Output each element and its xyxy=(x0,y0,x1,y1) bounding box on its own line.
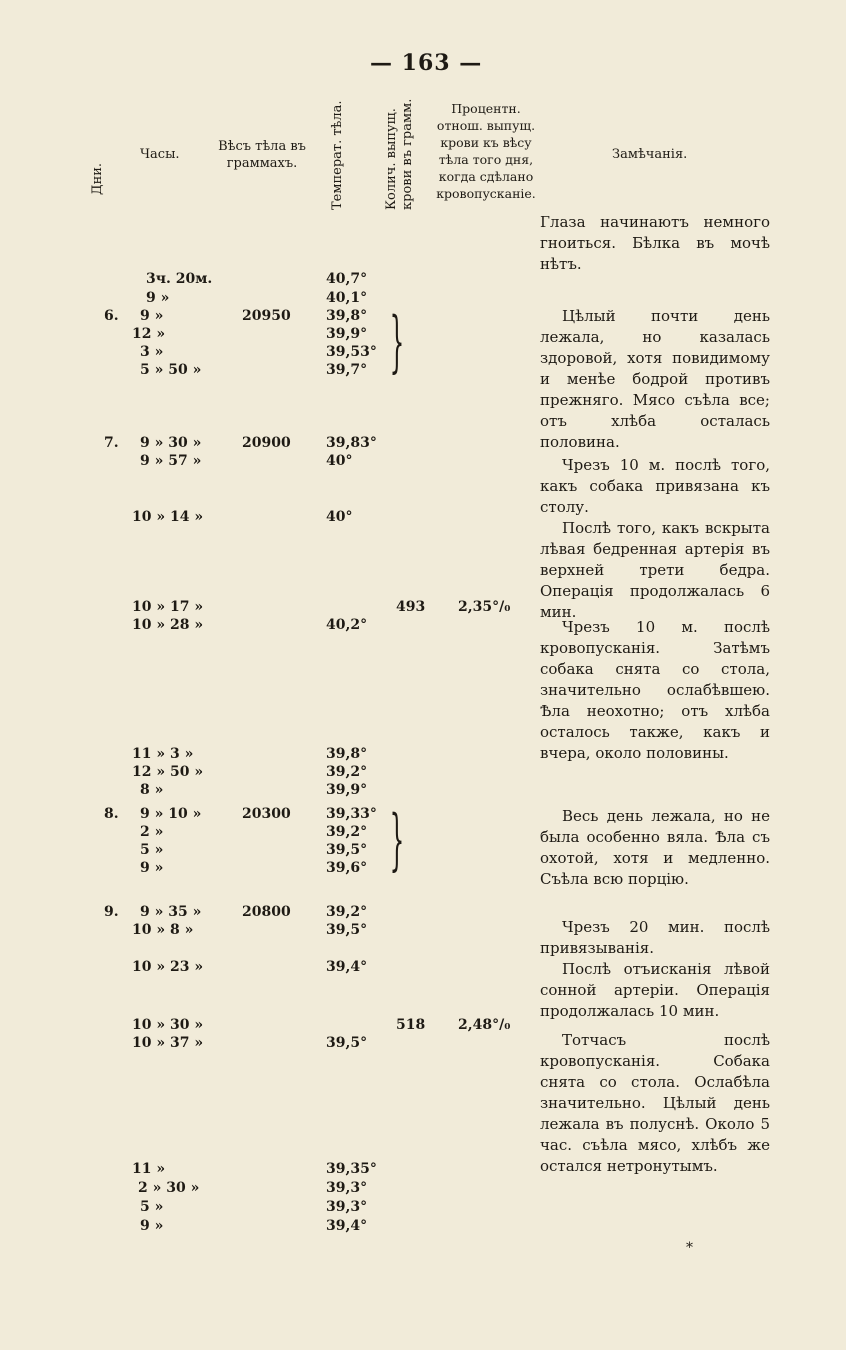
hour-cell: 10 » 28 » xyxy=(132,617,204,633)
day-cell: 9. xyxy=(104,904,119,920)
header-notes: Замѣчанія. xyxy=(612,147,688,162)
temperature-cell: 39,2° xyxy=(326,824,368,840)
hour-cell: 12 » xyxy=(132,326,166,342)
temperature-cell: 40° xyxy=(326,453,353,469)
temperature-cell: 39,8° xyxy=(326,308,368,324)
temperature-cell: 39,53° xyxy=(326,344,377,360)
note-paragraph: Послѣ отъисканія лѣвой сонной артеріи. Операція продолжалась 10 мин. xyxy=(540,960,770,1020)
temperature-cell: 39,4° xyxy=(326,1218,368,1234)
header-hour: Часы. xyxy=(140,147,180,162)
temperature-cell: 39,33° xyxy=(326,806,377,822)
weight-cell: 20800 xyxy=(242,904,291,920)
page-number: — 163 — xyxy=(370,50,483,76)
note-paragraph: Цѣлый почти день лежала, но казалась здоровой, хотя повидимому и менѣе бодрой противъ прежняго. Мясо съѣла все; отъ хлѣба осталась половина. xyxy=(540,307,770,451)
weight-cell: 20900 xyxy=(242,435,291,451)
temperature-cell: 39,5° xyxy=(326,842,368,858)
note-paragraph: Послѣ того, какъ вскрыта лѣвая бедренная артерія въ верхней трети бедра. Операція продолжалась 6 мин. xyxy=(540,519,770,621)
temperature-cell: 39,9° xyxy=(326,782,368,798)
header-weight: Вѣсъ тѣла въ граммахъ. xyxy=(218,139,306,171)
header-temperature: Температ. тѣла. xyxy=(330,100,345,210)
blood-amount-cell: 493 xyxy=(396,599,426,615)
note-paragraph: Тотчасъ послѣ кровопусканія. Собака снята со стола. Ослабѣла значительно. Цѣлый день лежала въ полуснѣ. Около 5 час. съѣла мясо, хлѣбъ же остался нетронутымъ. xyxy=(540,1031,770,1175)
percent-cell: 2,48°/₀ xyxy=(458,1017,511,1033)
note-paragraph: Чрезъ 10 м. послѣ кровопусканія. Затѣмъ собака снята со стола, значительно ослабѣвшею. Ѣла неохотно; отъ хлѣба осталось также, какъ и вчера, около половины. xyxy=(540,618,770,762)
hour-cell: 11 » 3 » xyxy=(132,746,194,762)
hour-cell: 9 » 35 » xyxy=(140,904,202,920)
temperature-cell: 39,9° xyxy=(326,326,368,342)
header-day: Дни. xyxy=(90,162,105,195)
note-paragraph: Глаза начинаютъ немного гноиться. Бѣлка въ мочѣ нѣтъ. xyxy=(540,213,770,273)
hour-cell: 9 » xyxy=(140,1218,164,1234)
hour-cell: 9 » 57 » xyxy=(140,453,202,469)
day-cell: 8. xyxy=(104,806,119,822)
temperature-cell: 39,35° xyxy=(326,1161,377,1177)
hour-cell: 3ч. 20м. xyxy=(146,271,213,287)
temperature-cell: 39,2° xyxy=(326,904,368,920)
temperature-cell: 39,4° xyxy=(326,959,368,975)
header-blood-amount-a: Колич. выпущ. xyxy=(384,108,399,210)
temperature-cell: 40° xyxy=(326,509,353,525)
percent-cell: 2,35°/₀ xyxy=(458,599,511,615)
hour-cell: 12 » 50 » xyxy=(132,764,204,780)
hour-cell: 10 » 23 » xyxy=(132,959,204,975)
hour-cell: 10 » 8 » xyxy=(132,922,194,938)
header-blood-amount-b: крови въ грамм. xyxy=(400,98,415,210)
hour-cell: 2 » 30 » xyxy=(138,1180,200,1196)
weight-cell: 20950 xyxy=(242,308,291,324)
hour-cell: 5 » 50 » xyxy=(140,362,202,378)
weight-cell: 20300 xyxy=(242,806,291,822)
temperature-cell: 40,7° xyxy=(326,271,368,287)
temperature-cell: 40,1° xyxy=(326,290,368,306)
hour-cell: 10 » 14 » xyxy=(132,509,204,525)
temperature-cell: 39,3° xyxy=(326,1199,368,1215)
hour-cell: 8 » xyxy=(140,782,164,798)
hour-cell: 11 » xyxy=(132,1161,166,1177)
header-percent: Процентн. отнош. выпущ. крови къ вѣсу тѣла того дня, когда сдѣлано кровопусканіе. xyxy=(436,101,536,201)
brace-day-8: } xyxy=(389,801,405,878)
hour-cell: 10 » 30 » xyxy=(132,1017,204,1033)
hour-cell: 9 » 10 » xyxy=(140,806,202,822)
temperature-cell: 39,83° xyxy=(326,435,377,451)
hour-cell: 10 » 17 » xyxy=(132,599,204,615)
hour-cell: 9 » xyxy=(140,860,164,876)
hour-cell: 9 » xyxy=(146,290,170,306)
hour-cell: 5 » xyxy=(140,1199,164,1215)
hour-cell: 3 » xyxy=(140,344,164,360)
hour-cell: 9 » xyxy=(140,308,164,324)
hour-cell: 9 » 30 » xyxy=(140,435,202,451)
note-paragraph: Весь день лежала, но не была особенно вяла. Ѣла съ охотой, хотя и медленно. Съѣла всю порцію. xyxy=(540,807,770,888)
note-paragraph: Чрезъ 10 м. послѣ того, какъ собака привязана къ столу. xyxy=(540,456,770,516)
brace-day-6: } xyxy=(389,303,405,380)
footer-mark: * xyxy=(686,1240,693,1256)
temperature-cell: 39,5° xyxy=(326,1035,368,1051)
note-paragraph: Чрезъ 20 мин. послѣ привязыванія. xyxy=(540,918,770,957)
day-cell: 7. xyxy=(104,435,119,451)
hour-cell: 5 » xyxy=(140,842,164,858)
hour-cell: 10 » 37 » xyxy=(132,1035,204,1051)
hour-cell: 2 » xyxy=(140,824,164,840)
temperature-cell: 39,7° xyxy=(326,362,368,378)
day-cell: 6. xyxy=(104,308,119,324)
blood-amount-cell: 518 xyxy=(396,1017,426,1033)
temperature-cell: 39,8° xyxy=(326,746,368,762)
temperature-cell: 39,2° xyxy=(326,764,368,780)
temperature-cell: 39,5° xyxy=(326,922,368,938)
temperature-cell: 39,3° xyxy=(326,1180,368,1196)
temperature-cell: 40,2° xyxy=(326,617,368,633)
temperature-cell: 39,6° xyxy=(326,860,368,876)
